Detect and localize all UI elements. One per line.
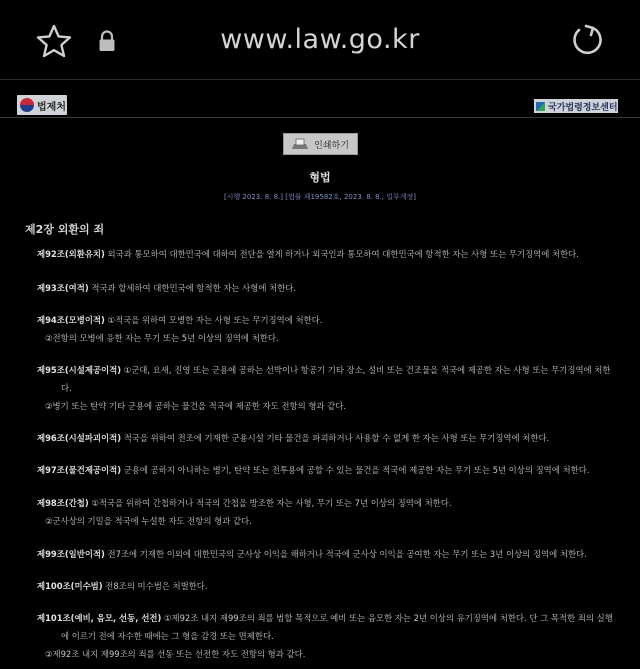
article-text: 적국을 위하여 전조에 기재한 군용시설 기타 물건을 파괴하거나 사용할 수 없게 한 자는 사형 또는 무기징역에 처한다. — [121, 433, 550, 443]
article-heading: 제97조(물건제공이적) — [37, 465, 122, 475]
article-heading: 제94조(모병이적) — [37, 315, 105, 325]
url-bar[interactable]: www.law.go.kr — [220, 24, 420, 55]
law-center-mark-icon — [536, 102, 545, 111]
article-98 — [37, 494, 617, 512]
print-button[interactable] — [283, 133, 358, 155]
government-emblem-icon — [20, 98, 34, 112]
print-button-label: 인쇄하기 — [314, 140, 349, 151]
article-paragraph: ②전항의 모병에 응한 자는 무기 또는 5년 이상의 징역에 처한다. — [45, 333, 279, 343]
article-95 — [37, 361, 617, 379]
article-heading: 제100조(미수범) — [37, 581, 103, 591]
article-100 — [37, 577, 617, 595]
article-text: ①적국을 위하여 간첩하거나 적국의 간첩을 방조한 자는 사형, 무기 또는 7년 이상의 징역에 처한다. — [88, 498, 452, 508]
law-meta-link[interactable]: [시행 2023. 8. 8.] [법률 제19582호, 2023. 8. 8., 일부개정] — [223, 193, 417, 201]
law-center-logo-label: 국가법령정보센터 — [548, 102, 618, 113]
moleg-logo-label: 법제처 — [37, 101, 66, 113]
article-heading: 제101조(예비, 음모, 선동, 선전) — [37, 613, 162, 623]
browser-toolbar — [0, 0, 640, 80]
article-93 — [37, 279, 617, 297]
printer-icon — [292, 138, 308, 150]
article-99 — [37, 545, 617, 563]
reload-icon[interactable] — [570, 23, 604, 57]
article-97 — [37, 461, 617, 479]
article-heading: 제98조(간첩) — [37, 498, 89, 508]
article-text: 외국과 통모하여 대한민국에 대하여 전단을 열게 하거나 외국인과 통모하여 대한민국에 항적한 자는 사형 또는 무기징역에 처한다. — [104, 249, 579, 259]
article-92 — [37, 245, 617, 263]
article-heading: 제96조(시설파괴이적) — [37, 433, 122, 443]
article-heading: 제93조(여적) — [37, 283, 89, 293]
article-94 — [37, 311, 617, 329]
chapter-title: 제2장 외환의 죄 — [25, 223, 105, 236]
article-101 — [37, 609, 617, 627]
article-heading: 제95조(시설제공이적) — [37, 365, 122, 375]
article-text: 전8조의 미수범은 처벌한다. — [102, 581, 208, 591]
article-paragraph: ②병기 또는 탄약 기타 군용에 공하는 물건을 적국에 제공한 자도 전항의 형과 같다. — [45, 401, 347, 411]
moleg-logo[interactable] — [17, 95, 67, 115]
article-paragraph: ②제92조 내지 제99조의 죄를 선동 또는 선전한 자도 전항의 형과 같다. — [45, 649, 306, 659]
article-text: 전7조에 기재한 이외에 대한민국의 군사상 이익을 해하거나 적국에 군사상 이익을 공여한 자는 무기 또는 3년 이상의 징역에 처한다. — [104, 549, 587, 559]
article-paragraph: ②군사상의 기밀을 적국에 누설한 자도 전항의 형과 같다. — [45, 516, 252, 526]
law-center-logo[interactable] — [534, 99, 618, 113]
article-text: ①제92조 내지 제99조의 죄를 범할 목적으로 예비 또는 음모한 자는 2년 이상의 유기징역에 처한다. 단 그 목적한 죄의 실행 — [161, 613, 613, 623]
article-text: 적국과 합세하여 대한민국에 항적한 자는 사형에 처한다. — [88, 283, 297, 293]
article-text: 군용에 공하지 아니하는 병기, 탄약 또는 전투용에 공할 수 있는 물건을 적국에 제공한 자는 무기 또는 5년 이상의 징역에 처한다. — [121, 465, 590, 475]
article-text: ①군대, 요새, 진영 또는 군용에 공하는 선박이나 항공기 기타 장소, 설비 또는 건조물을 적국에 제공한 자는 사형 또는 무기징역에 처한 — [121, 365, 611, 375]
article-heading: 제92조(외환유치) — [37, 249, 105, 259]
article-continuation: 에 이르기 전에 자수한 때에는 그 형을 감경 또는 면제한다. — [61, 631, 274, 641]
article-96 — [37, 429, 617, 447]
law-title: 형법 — [309, 171, 331, 184]
article-continuation: 다. — [61, 383, 72, 393]
article-text: ①적국을 위하여 모병한 자는 사형 또는 무기징역에 처한다. — [104, 315, 323, 325]
article-heading: 제99조(일반이적) — [37, 549, 105, 559]
